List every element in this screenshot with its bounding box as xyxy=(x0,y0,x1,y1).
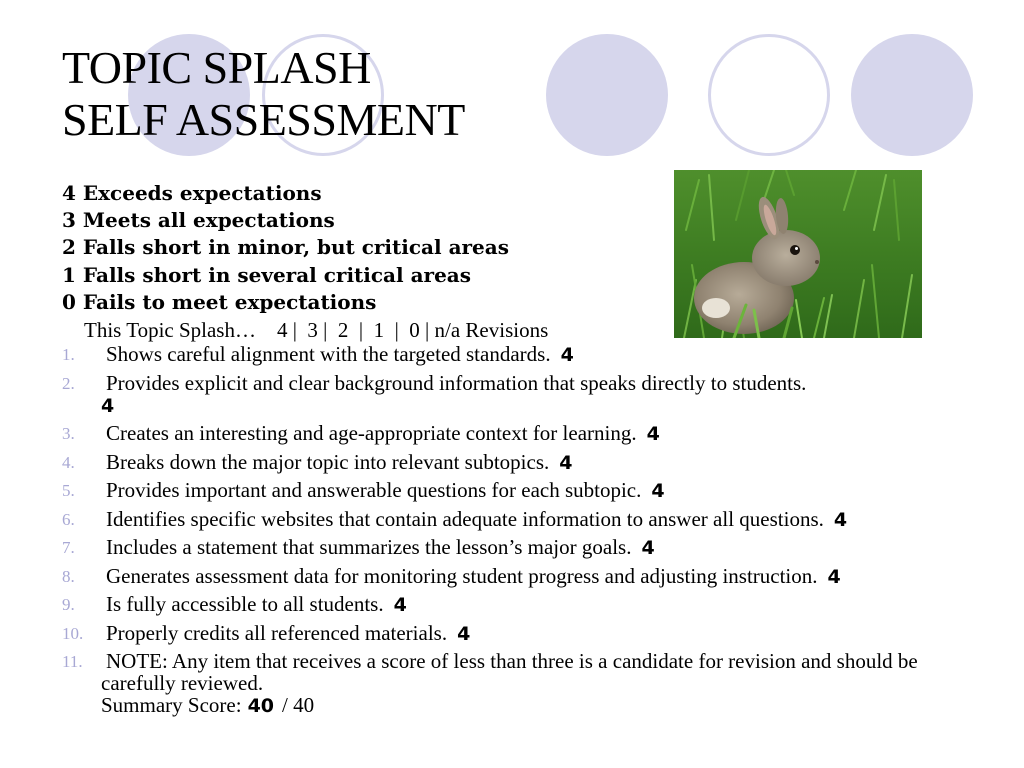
item-text: Is fully accessible to all students. xyxy=(106,592,384,616)
item-text: Provides explicit and clear background information that speaks directly to students. xyxy=(106,370,807,395)
item-text: Includes a statement that summarizes the lesson’s major goals. xyxy=(106,535,632,559)
score-column-header: This Topic Splash… 4 | 3 | 2 | 1 | 0 | n/a Revisions xyxy=(84,318,549,342)
item-number: 9. xyxy=(62,595,75,614)
item-number: 5. xyxy=(62,481,75,500)
item-score: 4 xyxy=(646,423,660,445)
item-score: 4 xyxy=(393,594,407,616)
summary-score xyxy=(101,694,962,717)
rating-level: 4 Exceeds expectations xyxy=(62,181,322,205)
rating-scale-legend xyxy=(62,180,509,316)
item-score: 4 xyxy=(827,565,841,588)
rating-level: 0 Fails to meet expectations xyxy=(62,289,377,314)
rating-level: 1 Falls short in several critical areas xyxy=(62,262,472,287)
item-number: 2. xyxy=(62,373,75,393)
criteria-item xyxy=(62,622,962,645)
decorative-circle-5 xyxy=(851,34,973,156)
criteria-item xyxy=(62,650,962,717)
decorative-circle-4 xyxy=(708,34,830,156)
title-line-1: TOPIC SPLASH xyxy=(62,42,371,93)
item-text: Shows careful alignment with the targeted standards. xyxy=(106,342,551,366)
item-number: 3. xyxy=(62,424,75,443)
note-text: NOTE: Any item that receives a score of less than three is a candidate for revision and should be carefully reviewed. xyxy=(101,649,918,695)
item-number: 4. xyxy=(62,452,75,472)
rating-level: 2 Falls short in minor, but critical areas xyxy=(62,235,510,260)
rating-level: 3 Meets all expectations xyxy=(62,208,335,233)
item-number: 1. xyxy=(62,345,75,364)
item-text: Properly credits all referenced materials. xyxy=(106,620,448,645)
item-number: 7. xyxy=(62,538,75,557)
item-number: 10. xyxy=(62,623,84,643)
item-score: 4 xyxy=(641,537,655,559)
item-score: 4 xyxy=(833,508,848,531)
summary-total: / 40 xyxy=(282,693,315,717)
criteria-item xyxy=(62,343,962,366)
item-score: 4 xyxy=(457,622,471,645)
item-text: Provides important and answerable questions for each subtopic. xyxy=(106,478,642,502)
criteria-item xyxy=(62,451,962,474)
item-number: 8. xyxy=(62,566,75,586)
item-number: 11. xyxy=(62,652,83,671)
item-text: Generates assessment data for monitoring student progress and adjusting instruction. xyxy=(106,563,818,588)
item-text: Breaks down the major topic into relevant subtopics. xyxy=(106,449,550,474)
item-score: 4 xyxy=(101,394,115,417)
criteria-item xyxy=(62,422,962,445)
title-line-2: SELF ASSESSMENT xyxy=(62,94,465,145)
rabbit-photo xyxy=(674,170,922,338)
item-text: Creates an interesting and age-appropriate context for learning. xyxy=(106,421,637,445)
criteria-item xyxy=(62,372,962,417)
criteria-item xyxy=(62,479,962,502)
item-score: 4 xyxy=(560,344,574,366)
criteria-item xyxy=(62,536,962,559)
criteria-item xyxy=(62,565,962,588)
criteria-list xyxy=(62,343,962,723)
page-title xyxy=(62,42,465,146)
criteria-item xyxy=(62,593,962,616)
item-score: 4 xyxy=(651,480,665,502)
summary-label: Summary Score: xyxy=(101,693,242,717)
summary-score-value: 40 xyxy=(247,695,275,717)
item-number: 6. xyxy=(62,509,75,529)
decorative-circle-3 xyxy=(546,34,668,156)
item-score: 4 xyxy=(559,451,573,474)
item-text: Identifies specific websites that contain adequate information to answer all questions. xyxy=(106,506,824,531)
criteria-item xyxy=(62,508,962,531)
